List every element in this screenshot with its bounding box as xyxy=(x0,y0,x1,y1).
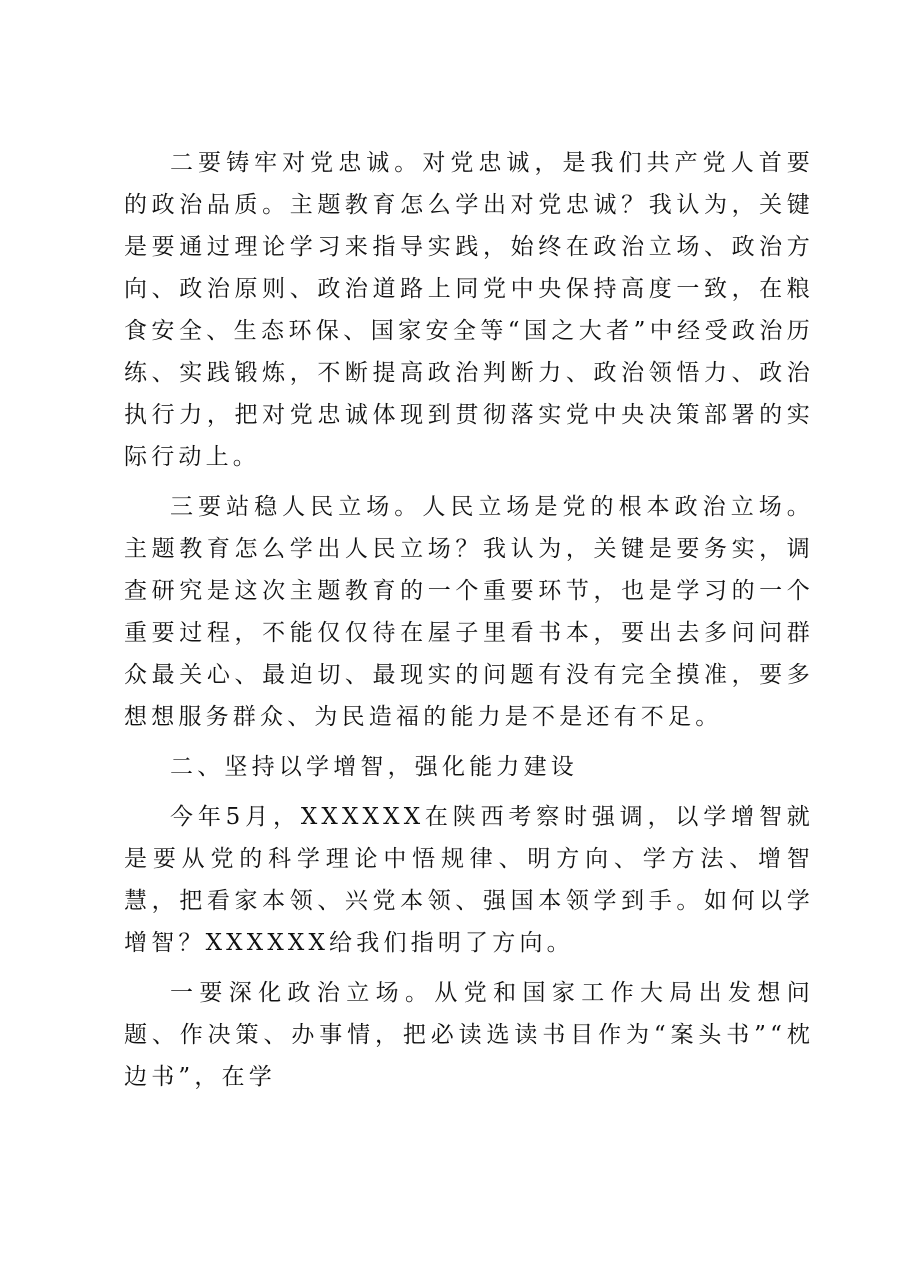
document-body xyxy=(124,142,814,1098)
paragraph-political-stance: 一要深化政治立场。从党和国家工作大局出发想问题、作决策、办事情，把必读选读书目作为“案头书”“枕边书”，在学 xyxy=(124,980,814,1090)
paragraph-gap xyxy=(124,788,814,796)
paragraph-gap xyxy=(124,964,814,972)
section-heading: 二、坚持以学增智，强化能力建设 xyxy=(170,754,578,780)
paragraph-wisdom: 今年5月，XXXXXX在陕西考察时强调，以学增智就是要从党的科学理论中悟规律、明方向、学方法、增智慧，把看家本领、兴党本领、强国本领学到手。如何以学增智？XXXXXX给我们指明了方向。 xyxy=(124,804,814,956)
paragraph-people-stance: 三要站稳人民立场。人民立场是党的根本政治立场。主题教育怎么学出人民立场？我认为，关键是要务实，调查研究是这次主题教育的一个重要环节，也是学习的一个重要过程，不能仅仅待在屋子里看书本，要出去多问问群众最关心、最迫切、最现实的问题有没有完全摸准，要多想想服务群众、为民造福的能力是不是还有不足。 xyxy=(124,494,814,730)
paragraph-gap xyxy=(124,738,814,746)
paragraph-loyalty: 二要铸牢对党忠诚。对党忠诚，是我们共产党人首要的政治品质。主题教育怎么学出对党忠诚？我认为，关键是要通过理论学习来指导实践，始终在政治立场、政治方向、政治原则、政治道路上同党中央保持高度一致，在粮食安全、生态环保、国家安全等“国之大者”中经受政治历练、实践锻炼，不断提高政治判断力、政治领悟力、政治执行力，把对党忠诚体现到贯彻落实党中央决策部署的实际行动上。 xyxy=(124,150,814,470)
paragraph-gap xyxy=(124,478,814,486)
